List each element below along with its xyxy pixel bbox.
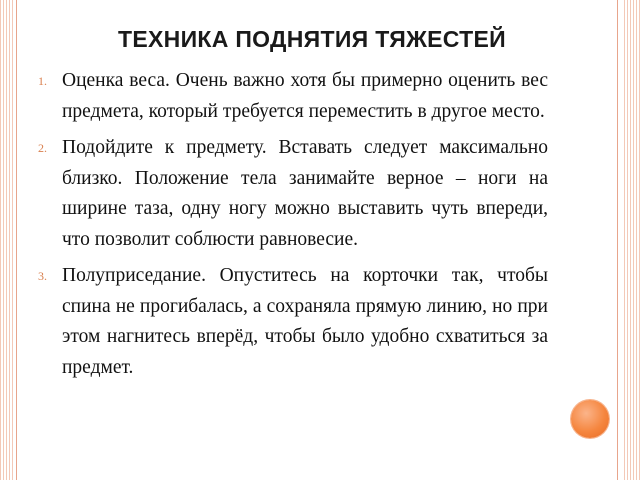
list-text-3: Полуприседание. Опуститесь на корточки так, чтобы спина не прогибалась, а сохраняла прямую линию, но при этом нагнитесь вперёд, чтобы было удобно схватиться за предмет. [62, 265, 548, 378]
right-frame-decoration [622, 0, 640, 480]
right-frame-line [617, 0, 618, 480]
left-frame-line [16, 0, 17, 480]
list-item-2 [38, 133, 548, 255]
list-item-1 [38, 66, 548, 127]
orange-circle-decoration [571, 400, 609, 438]
list-text-2: Подойдите к предмету. Вставать следует максимально близко. Положение тела занимайте верное – ноги на ширине таза, одну ногу можно выставить чуть впереди, что позволит соблюсти равновесие. [62, 137, 548, 250]
left-frame-decoration [0, 0, 14, 480]
slide-title: ТЕХНИКА ПОДНЯТИЯ ТЯЖЕСТЕЙ [118, 26, 506, 52]
list-number-2: 2. [38, 141, 47, 155]
list-item-3 [38, 261, 548, 383]
list-number-3: 3. [38, 269, 47, 283]
steps-list [38, 66, 548, 389]
list-number-1: 1. [38, 74, 47, 88]
list-text-1: Оценка веса. Очень важно хотя бы примерно оценить вес предмета, который требуется переместить в другое место. [62, 70, 548, 122]
